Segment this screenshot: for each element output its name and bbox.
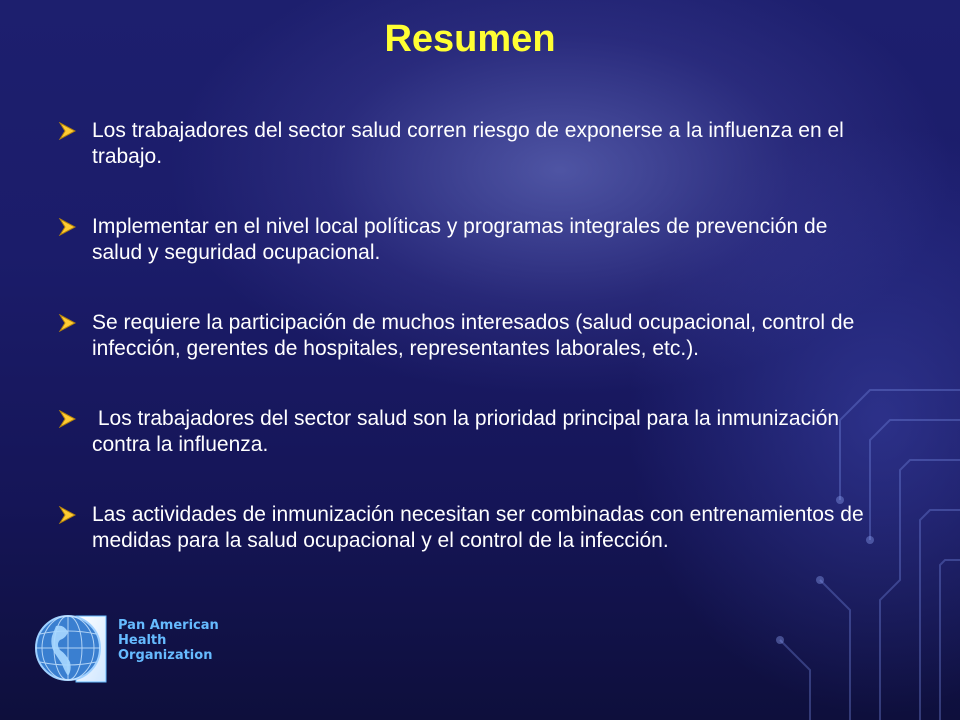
bullet-text: Los trabajadores del sector salud corren riesgo de exponerse a la influenza en el trabajo. — [92, 119, 844, 168]
bullet-list — [56, 118, 876, 554]
list-item — [56, 214, 876, 266]
list-item — [56, 310, 876, 362]
list-item — [56, 502, 876, 554]
bullet-text: Las actividades de inmunización necesitan ser combinadas con entrenamientos de medidas para la salud ocupacional y el control de la infección. — [92, 503, 864, 552]
arrow-bullet-icon — [58, 314, 76, 332]
arrow-bullet-icon — [58, 410, 76, 428]
globe-logo-icon — [30, 610, 110, 686]
list-item — [56, 406, 876, 458]
logo-line: Pan American — [118, 618, 219, 633]
list-item — [56, 118, 876, 170]
logo-line: Health — [118, 633, 167, 648]
arrow-bullet-icon — [58, 218, 76, 236]
arrow-bullet-icon — [58, 122, 76, 140]
slide-title: Resumen — [384, 18, 556, 60]
logo-text — [118, 618, 219, 663]
arrow-bullet-icon — [58, 506, 76, 524]
bullet-text: Se requiere la participación de muchos interesados (salud ocupacional, control de infección, gerentes de hospitales, representantes laborales, etc.). — [92, 311, 855, 360]
paho-logo — [30, 610, 230, 686]
logo-line: Organization — [118, 648, 213, 663]
bullet-text: Los trabajadores del sector salud son la prioridad principal para la inmunización contra la influenza. — [92, 407, 845, 456]
bullet-text: Implementar en el nivel local políticas y programas integrales de prevención de salud y seguridad ocupacional. — [92, 215, 828, 264]
